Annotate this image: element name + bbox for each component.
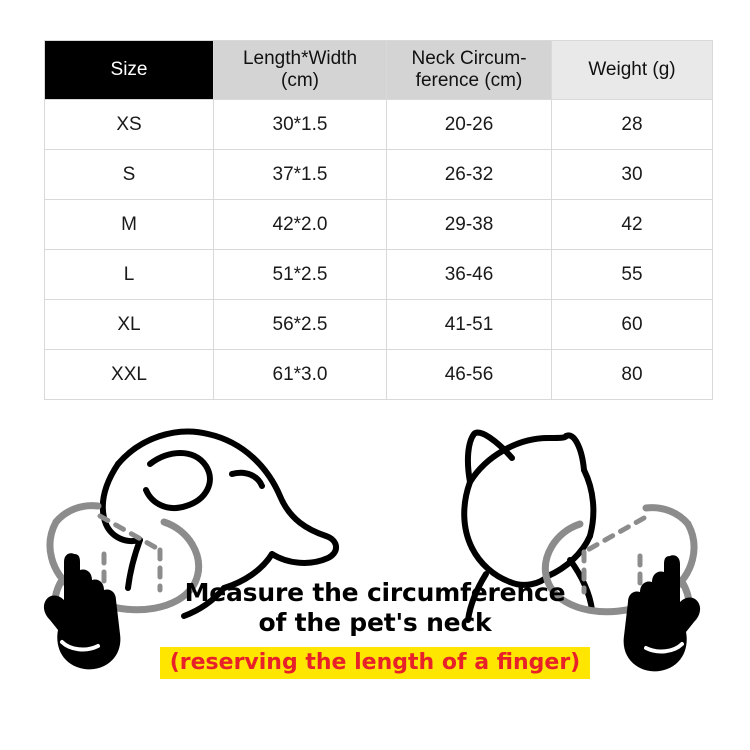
- header-neck-circumference: [387, 41, 552, 100]
- caption-line-2: of the pet's neck: [258, 607, 492, 637]
- table-row: [45, 200, 713, 250]
- cell-size: L: [45, 250, 214, 300]
- table-row: [45, 150, 713, 200]
- cell-size: XS: [45, 100, 214, 150]
- header-length-width-line2: (cm): [281, 70, 319, 91]
- cell-neck: 36-46: [387, 250, 552, 300]
- size-table-container: [44, 40, 708, 400]
- cell-neck: 20-26: [387, 100, 552, 150]
- table-row: [45, 100, 713, 150]
- cell-weight: 30: [552, 150, 713, 200]
- cell-weight: 42: [552, 200, 713, 250]
- table-row: [45, 350, 713, 400]
- measurement-illustration: [0, 404, 750, 750]
- table-row: [45, 300, 713, 350]
- cell-weight: 80: [552, 350, 713, 400]
- dog-head-left: [103, 432, 336, 616]
- header-length-width: [214, 41, 387, 100]
- table-row: [45, 250, 713, 300]
- header-neck-line2: ference (cm): [415, 70, 523, 91]
- cell-size: S: [45, 150, 214, 200]
- caption-line-1: Measure the circumference: [184, 578, 566, 607]
- cell-size: XXL: [45, 350, 214, 400]
- cell-length-width: 30*1.5: [214, 100, 387, 150]
- header-neck-line1: Neck Circum-: [411, 48, 527, 70]
- cell-length-width: 56*2.5: [214, 300, 387, 350]
- cell-size: M: [45, 200, 214, 250]
- header-weight: Weight (g): [552, 41, 713, 100]
- cell-weight: 28: [552, 100, 713, 150]
- cell-length-width: 42*2.0: [214, 200, 387, 250]
- cell-neck: 29-38: [387, 200, 552, 250]
- size-table-body: [45, 100, 713, 400]
- size-table: [44, 40, 713, 400]
- cell-neck: 46-56: [387, 350, 552, 400]
- highlight-note: (reserving the length of a finger): [160, 647, 591, 679]
- cell-neck: 41-51: [387, 300, 552, 350]
- cell-length-width: 61*3.0: [214, 350, 387, 400]
- header-size: Size: [45, 41, 214, 100]
- cell-neck: 26-32: [387, 150, 552, 200]
- cell-size: XL: [45, 300, 214, 350]
- table-header-row: [45, 41, 713, 100]
- header-length-width-line1: Length*Width: [242, 48, 358, 70]
- cell-length-width: 51*2.5: [214, 250, 387, 300]
- cell-length-width: 37*1.5: [214, 150, 387, 200]
- cell-weight: 60: [552, 300, 713, 350]
- size-table-head: [45, 41, 713, 100]
- cell-weight: 55: [552, 250, 713, 300]
